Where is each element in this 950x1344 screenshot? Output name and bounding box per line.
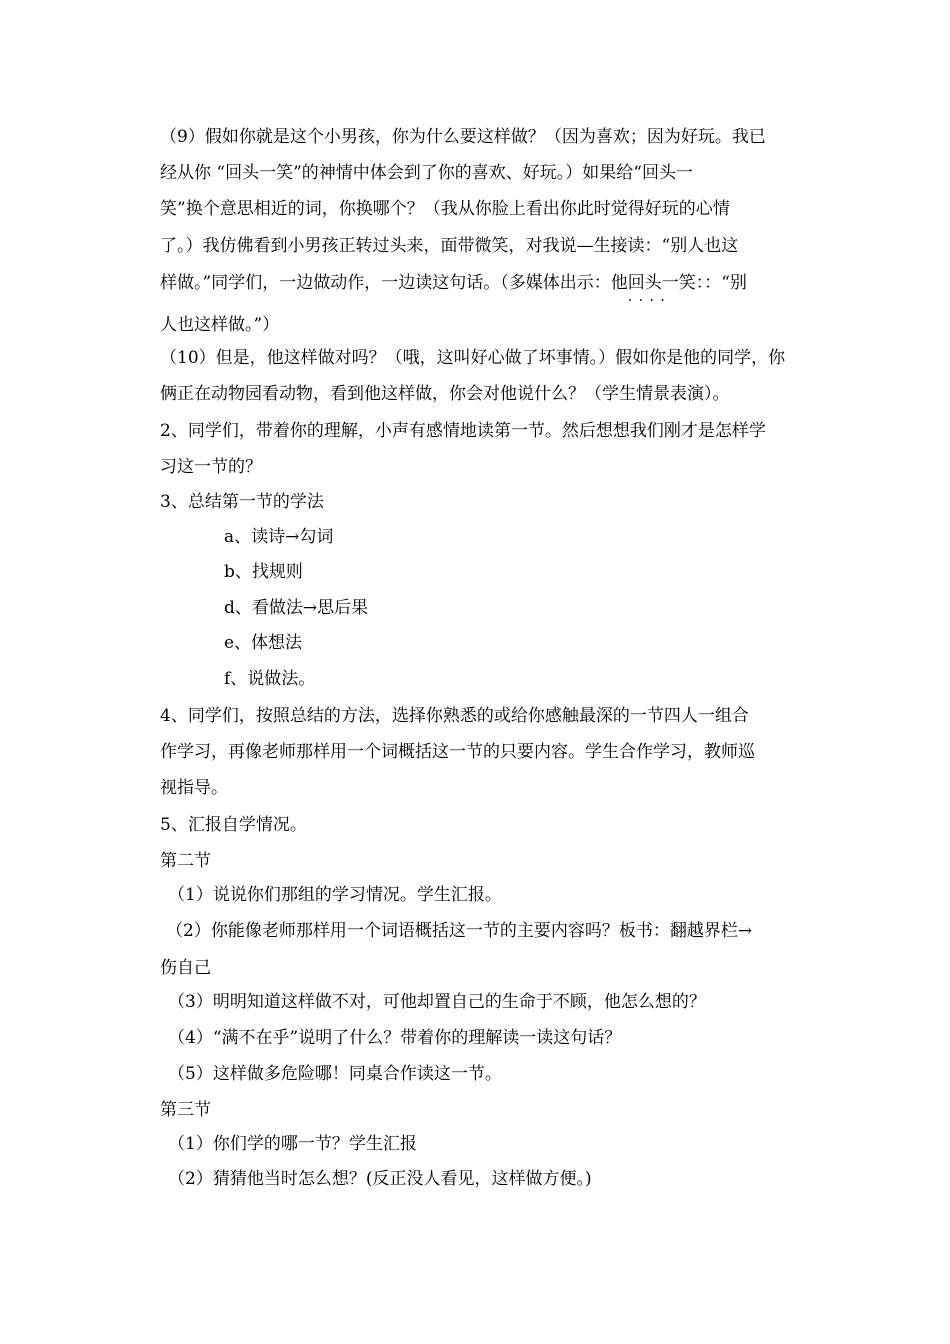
question-line: 伤自己 [160,958,211,978]
question-line: （1）说说你们那组的学习情况。学生汇报。 [168,885,502,905]
paragraph-line: 经从你 “回头一笑”的神情中体会到了你的喜欢、好玩。）如果给“回头一 [160,163,693,183]
section-heading: 第二节 [160,851,211,871]
paragraph-line: 人也这样做。”） [160,315,280,335]
method-step: a、读诗→勾词 [224,527,334,547]
paragraph-line: 笑”换个意思相近的词，你换哪个？（我从你脸上看出你此时觉得好玩的心情 [160,199,730,219]
paragraph-line: 2、同学们，带着你的理解，小声有感情地读第一节。然后想想我们刚才是怎样学 [160,421,766,441]
emphasized-text: 回头一笑 · · [628,273,696,293]
line-text-tail: ：：“别 [695,273,747,293]
paragraph-line: （9）假如你就是这个小男孩，你为什么要这样做？（因为喜欢；因为好玩。我已 [160,127,766,147]
paragraph-line: 作学习，再像老师那样用一个词概括这一节的只要内容。学生合作学习，教师巡 [160,742,755,762]
method-step: f、说做法。 [224,669,316,689]
paragraph-line: 视指导。 [160,778,228,798]
paragraph-line [160,271,747,295]
paragraph-line: 5、汇报自学情况。 [160,815,307,835]
question-line: （4）“满不在乎”说明了什么？带着你的理解读一读这句话？ [168,1028,622,1048]
question-line: （3）明明知道这样做不对，可他却置自己的生命于不顾，他怎么想的？ [168,992,706,1012]
paragraph-line: 俩正在动物园看动物，看到他这样做，你会对他说什么？（学生情景表演）。 [160,384,730,404]
method-step: e、体想法 [224,633,303,653]
question-line: （1）你们学的哪一节？学生汇报 [168,1134,417,1154]
line-text: 样做。”同学们，一边做动作，一边读这句话。（多媒体出示：他 [160,273,628,293]
paragraph-line: 4、同学们，按照总结的方法，选择你熟悉的或给你感触最深的一节四人一组合 [160,706,749,726]
paragraph-line: 了。）我仿佛看到小男孩正转过头来，面带微笑，对我说—生接读：“别人也这 [160,236,739,256]
question-line: （2）你能像老师那样用一个词语概括这一节的主要内容吗？板书：翻越界栏→ [166,921,753,941]
method-step: b、找规则 [224,562,303,582]
question-line: （5）这样做多危险哪！同桌合作读这一节。 [168,1064,502,1084]
paragraph-line: （10）但是，他这样做对吗？（哦，这叫好心做了坏事情。）假如你是他的同学，你 [160,348,786,368]
paragraph-line: 习这一节的？ [160,457,262,477]
question-line: （2）猜猜他当时怎么想？(反正没人看见，这样做方便。) [168,1169,592,1189]
section-heading: 3、总结第一节的学法 [160,492,324,512]
method-step: d、看做法→思后果 [224,598,369,618]
section-heading: 第三节 [160,1100,211,1120]
